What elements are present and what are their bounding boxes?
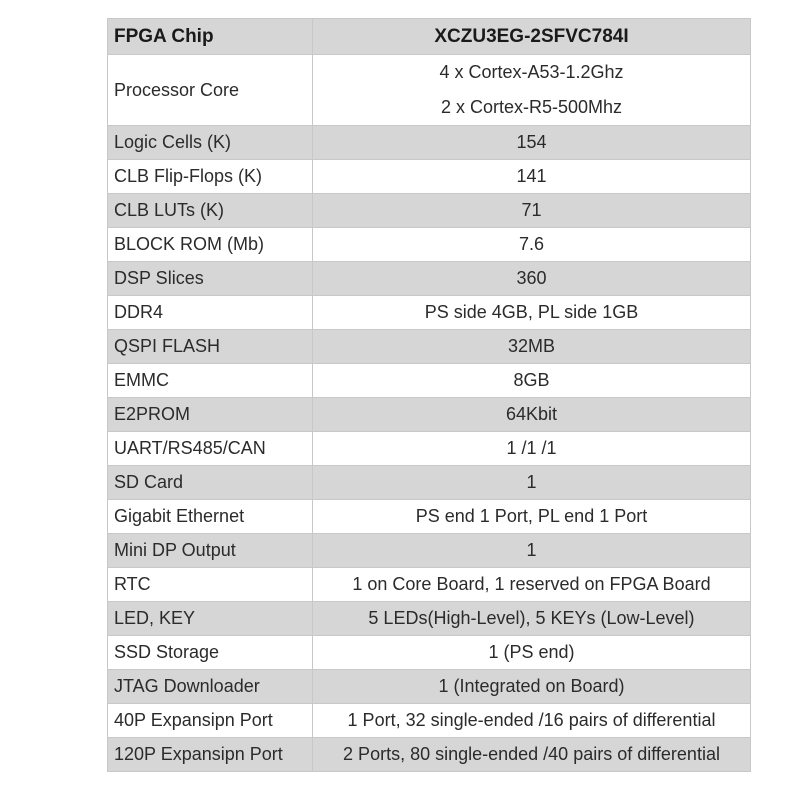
header-value: XCZU3EG-2SFVC784I	[313, 19, 751, 55]
table-row	[108, 432, 751, 466]
row-value: 154	[313, 126, 751, 160]
row-label: CLB Flip-Flops (K)	[108, 160, 313, 194]
table-row-processor	[108, 55, 751, 126]
row-value: PS end 1 Port, PL end 1 Port	[313, 500, 751, 534]
row-value: 1	[313, 534, 751, 568]
row-label: CLB LUTs (K)	[108, 194, 313, 228]
table-row	[108, 228, 751, 262]
row-value: 5 LEDs(High-Level), 5 KEYs (Low-Level)	[313, 602, 751, 636]
row-value: 7.6	[313, 228, 751, 262]
table-row	[108, 466, 751, 500]
table-row	[108, 534, 751, 568]
row-label: BLOCK ROM (Mb)	[108, 228, 313, 262]
table-row	[108, 398, 751, 432]
table-row	[108, 364, 751, 398]
row-value: 1 Port, 32 single-ended /16 pairs of differential	[313, 704, 751, 738]
processor-line-1: 4 x Cortex-A53-1.2Ghz	[439, 62, 624, 82]
row-label: Logic Cells (K)	[108, 126, 313, 160]
table-header-row	[108, 19, 751, 55]
row-value: 32MB	[313, 330, 751, 364]
row-label: 120P Expansipn Port	[108, 738, 313, 772]
row-label: DSP Slices	[108, 262, 313, 296]
row-label: LED, KEY	[108, 602, 313, 636]
row-label: E2PROM	[108, 398, 313, 432]
row-label: JTAG Downloader	[108, 670, 313, 704]
row-value: 8GB	[313, 364, 751, 398]
row-value: 1 (Integrated on Board)	[313, 670, 751, 704]
table-row	[108, 500, 751, 534]
row-label: SD Card	[108, 466, 313, 500]
row-value: 1 (PS end)	[313, 636, 751, 670]
row-value: 2 Ports, 80 single-ended /40 pairs of differential	[313, 738, 751, 772]
row-label: QSPI FLASH	[108, 330, 313, 364]
table-row	[108, 568, 751, 602]
row-value: 64Kbit	[313, 398, 751, 432]
row-label: Gigabit Ethernet	[108, 500, 313, 534]
table-row	[108, 330, 751, 364]
table-row	[108, 296, 751, 330]
row-value	[313, 55, 751, 126]
table-row	[108, 160, 751, 194]
table-row	[108, 262, 751, 296]
row-value: 360	[313, 262, 751, 296]
header-label: FPGA Chip	[108, 19, 313, 55]
row-label: Mini DP Output	[108, 534, 313, 568]
table-row	[108, 670, 751, 704]
row-label: UART/RS485/CAN	[108, 432, 313, 466]
row-value: 1 on Core Board, 1 reserved on FPGA Board	[313, 568, 751, 602]
row-value: PS side 4GB, PL side 1GB	[313, 296, 751, 330]
row-label: RTC	[108, 568, 313, 602]
table-row	[108, 194, 751, 228]
row-label: DDR4	[108, 296, 313, 330]
table-row	[108, 126, 751, 160]
row-label: SSD Storage	[108, 636, 313, 670]
row-label: 40P Expansipn Port	[108, 704, 313, 738]
table-row	[108, 738, 751, 772]
table-row	[108, 602, 751, 636]
table-row	[108, 704, 751, 738]
table-row	[108, 636, 751, 670]
row-value: 141	[313, 160, 751, 194]
row-value: 1	[313, 466, 751, 500]
row-label: Processor Core	[108, 55, 313, 126]
fpga-spec-table	[107, 18, 751, 772]
row-value: 71	[313, 194, 751, 228]
processor-line-2: 2 x Cortex-R5-500Mhz	[440, 97, 623, 117]
row-value: 1 /1 /1	[313, 432, 751, 466]
row-label: EMMC	[108, 364, 313, 398]
